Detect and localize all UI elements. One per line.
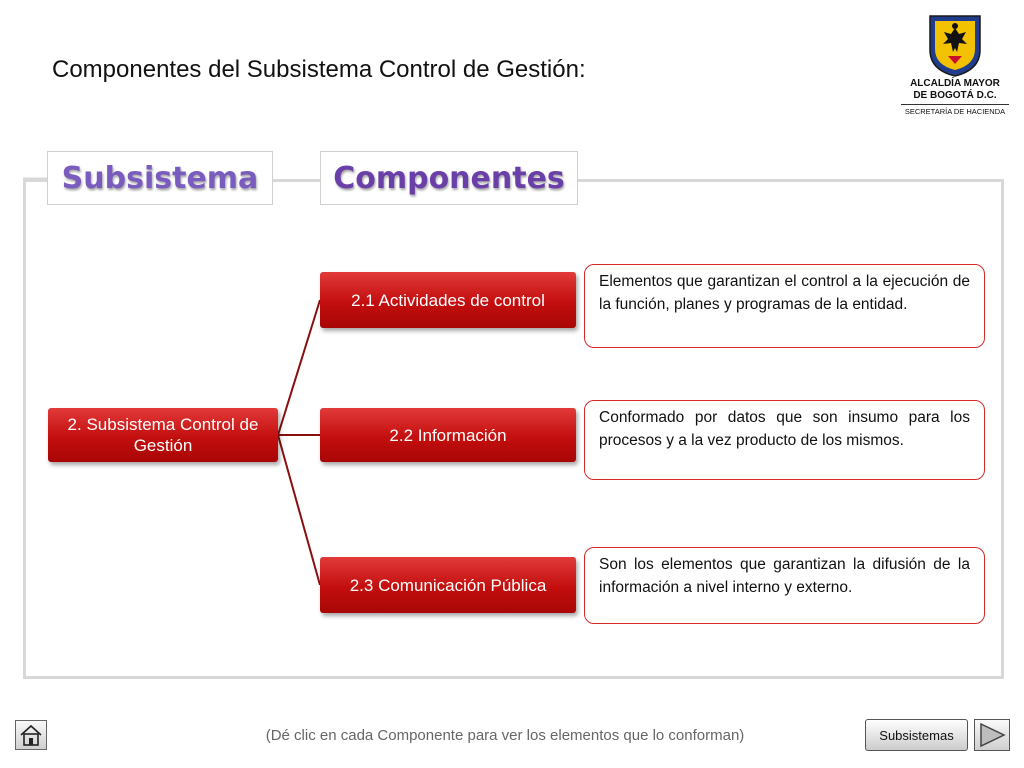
component-description: Conformado por datos que son insumo para los procesos y a la vez producto de los mismos. <box>584 400 985 480</box>
component-description: Son los elementos que garantizan la difusión de la información a nivel interno y externo. <box>584 547 985 624</box>
component-description: Elementos que garantizan el control a la ejecución de la función, planes y programas de la entidad. <box>584 264 985 348</box>
component-button-informacion[interactable]: 2.2 Información <box>320 408 576 462</box>
component-button-actividades[interactable]: 2.1 Actividades de control <box>320 272 576 328</box>
component-button-comunicacion[interactable]: 2.3 Comunicación Pública <box>320 557 576 613</box>
subsistemas-button[interactable]: Subsistemas <box>865 719 968 751</box>
logo-line-2: DE BOGOTÁ D.C. <box>913 90 997 101</box>
alcaldia-logo <box>896 12 1014 132</box>
logo-line-1: ALCALDÍA MAYOR <box>910 78 1000 89</box>
logo-divider <box>901 104 1009 105</box>
main-subsystem-box[interactable]: 2. Subsistema Control de Gestión <box>48 408 278 462</box>
page-title: Componentes del Subsistema Control de Gestión: <box>52 56 586 83</box>
logo-line-3: SECRETARÍA DE HACIENDA <box>904 107 1006 116</box>
tab-componentes[interactable]: Componentes <box>320 151 578 205</box>
tab-subsistema[interactable]: Subsistema <box>47 151 273 205</box>
coat-of-arms-icon <box>926 12 984 78</box>
play-arrow-icon <box>975 720 1009 750</box>
next-button[interactable] <box>974 719 1010 751</box>
footer-hint: (Dé clic en cada Componente para ver los elementos que lo conforman) <box>265 727 745 744</box>
